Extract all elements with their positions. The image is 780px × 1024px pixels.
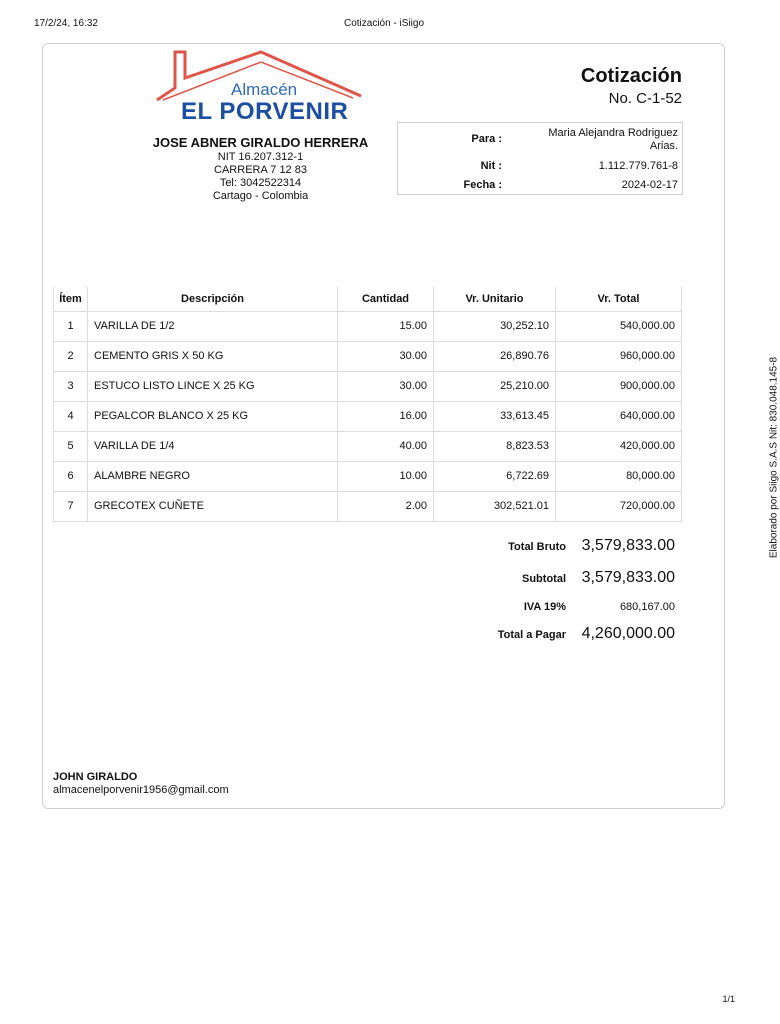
header-quantity: Cantidad <box>338 287 434 311</box>
print-page-title: Cotización - iSiigo <box>343 18 425 29</box>
table-header-row <box>54 287 682 311</box>
nit-value: 1.112.779.761-8 <box>598 160 678 172</box>
cell-quantity: 40.00 <box>338 431 434 461</box>
table-row <box>54 461 682 491</box>
fecha-label: Fecha : <box>463 179 502 191</box>
cell-total: 640,000.00 <box>556 401 682 431</box>
header-unit-price: Vr. Unitario <box>434 287 556 311</box>
recipient-box <box>397 122 683 195</box>
logo-line1: Almacén <box>231 80 298 99</box>
cell-item: 4 <box>54 401 88 431</box>
seller-info <box>53 771 229 797</box>
iva-value: 680,167.00 <box>619 601 675 613</box>
nit-label: Nit : <box>480 160 502 172</box>
company-nit: NIT 16.207.312-1 <box>217 151 304 163</box>
cell-description: GRECOTEX CUÑETE <box>88 491 338 521</box>
iva-label: IVA 19% <box>523 601 566 613</box>
cell-quantity: 2.00 <box>338 491 434 521</box>
subtotal-label: Subtotal <box>522 573 566 585</box>
para-label: Para : <box>471 133 502 145</box>
company-info <box>123 134 398 203</box>
para-value-line1: Maria Alejandra Rodriguez <box>548 127 678 139</box>
cell-total: 540,000.00 <box>556 311 682 341</box>
cell-quantity: 15.00 <box>338 311 434 341</box>
cell-description: ESTUCO LISTO LINCE X 25 KG <box>88 371 338 401</box>
cell-quantity: 10.00 <box>338 461 434 491</box>
table-row <box>54 311 682 341</box>
fecha-value: 2024-02-17 <box>621 179 678 191</box>
print-header <box>0 18 768 32</box>
cell-description: VARILLA DE 1/4 <box>88 431 338 461</box>
cell-description: PEGALCOR BLANCO X 25 KG <box>88 401 338 431</box>
cell-total: 900,000.00 <box>556 371 682 401</box>
cell-item: 3 <box>54 371 88 401</box>
cell-total: 420,000.00 <box>556 431 682 461</box>
cell-unit-price: 6,722.69 <box>434 461 556 491</box>
total-pagar-value: 4,260,000.00 <box>581 625 675 642</box>
cell-quantity: 30.00 <box>338 371 434 401</box>
cell-description: ALAMBRE NEGRO <box>88 461 338 491</box>
total-pagar-label: Total a Pagar <box>497 629 566 641</box>
para-value-line2: Arias. <box>649 140 678 152</box>
cell-quantity: 16.00 <box>338 401 434 431</box>
cell-item: 5 <box>54 431 88 461</box>
cell-item: 7 <box>54 491 88 521</box>
print-datetime: 17/2/24, 16:32 <box>34 18 98 29</box>
company-address: CARRERA 7 12 83 <box>214 164 307 176</box>
cell-unit-price: 25,210.00 <box>434 371 556 401</box>
cell-item: 1 <box>54 311 88 341</box>
cell-unit-price: 33,613.45 <box>434 401 556 431</box>
cell-unit-price: 302,521.01 <box>434 491 556 521</box>
items-table <box>53 287 682 522</box>
subtotal-value: 3,579,833.00 <box>581 569 675 586</box>
table-row <box>54 491 682 521</box>
cell-unit-price: 26,890.76 <box>434 341 556 371</box>
cell-description: VARILLA DE 1/2 <box>88 311 338 341</box>
seller-email: almacenelporvenir1956@gmail.com <box>53 784 229 796</box>
cell-item: 2 <box>54 341 88 371</box>
cell-description: CEMENTO GRIS X 50 KG <box>88 341 338 371</box>
table-row <box>54 401 682 431</box>
company-logo <box>153 48 368 126</box>
total-bruto-label: Total Bruto <box>508 541 566 553</box>
table-row <box>54 341 682 371</box>
company-city: Cartago - Colombia <box>212 190 309 202</box>
document-number: No. C-1-52 <box>608 90 682 107</box>
page-counter: 1/1 <box>722 994 735 1004</box>
cell-unit-price: 8,823.53 <box>434 431 556 461</box>
table-row <box>54 431 682 461</box>
cell-total: 80,000.00 <box>556 461 682 491</box>
logo-line2: EL PORVENIR <box>181 98 349 125</box>
cell-unit-price: 30,252.10 <box>434 311 556 341</box>
header-description: Descripción <box>88 287 338 311</box>
total-bruto-value: 3,579,833.00 <box>581 537 675 554</box>
company-name: JOSE ABNER GIRALDO HERRERA <box>152 135 369 150</box>
cell-item: 6 <box>54 461 88 491</box>
header-item: Ítem <box>54 287 88 311</box>
document-title: Cotización <box>580 65 682 87</box>
seller-name: JOHN GIRALDO <box>53 771 138 783</box>
cell-quantity: 30.00 <box>338 341 434 371</box>
company-phone: Tel: 3042522314 <box>219 177 302 189</box>
header-total: Vr. Total <box>556 287 682 311</box>
cell-total: 960,000.00 <box>556 341 682 371</box>
vertical-footer-note: Elaborado por Siigo S.A.S Nit: 830.048.145-8 <box>768 356 780 559</box>
cell-total: 720,000.00 <box>556 491 682 521</box>
quotation-sheet <box>42 43 780 809</box>
table-row <box>54 371 682 401</box>
